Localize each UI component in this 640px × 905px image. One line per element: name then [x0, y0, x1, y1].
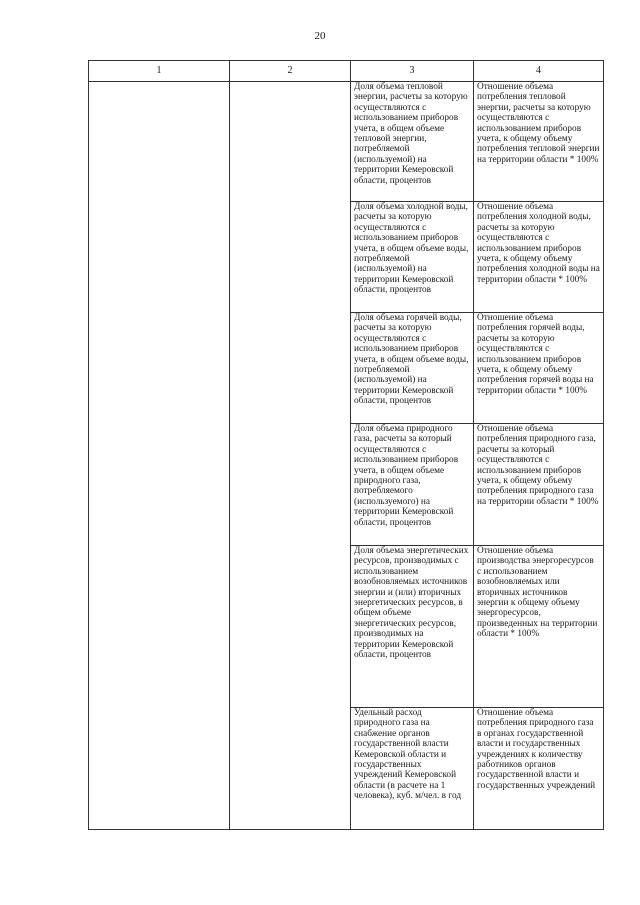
calculation-method-cell: Отношение объема потребления холодной воды, расчеты за которую осуществляются с использованием приборов учета, к общему объему потребления холодной воды на территории области * 100% [474, 202, 604, 313]
column-header-1: 1 [89, 61, 230, 82]
calculation-method-cell: Отношение объема потребления природного газа, расчеты за который осуществляются с использованием приборов учета, к общему объему потребления природного газа на территории области * 100% [474, 424, 604, 546]
calculation-method-cell: Отношение объема потребления горячей воды, расчеты за которую осуществляются с использованием приборов учета, к общему объему потребления горячей воды на территории области * 100% [474, 313, 604, 424]
table-row [89, 82, 604, 202]
table-header-row [89, 61, 604, 82]
indicator-cell: Доля объема природного газа, расчеты за который осуществляются с использованием приборов учета, в общем объеме природного газа, потребляемого (используемого) на территории Кемеровской области, процентов [351, 424, 474, 546]
column-header-2: 2 [230, 61, 351, 82]
column-2-cell [230, 82, 351, 830]
column-header-4: 4 [474, 61, 604, 82]
indicator-cell: Доля объема холодной воды, расчеты за которую осуществляются с использованием приборов учета, в общем объеме воды, потребляемой (используемой) на территории Кемеровской области, процентов [351, 202, 474, 313]
calculation-method-cell: Отношение объема потребления природного газа в органах государственной власти и государственных учреждениях к количеству работников органов государственной власти и государственных учреждений [474, 708, 604, 830]
document-table [88, 60, 604, 830]
indicator-cell: Доля объема энергетических ресурсов, производимых с использованием возобновляемых источников энергии и (или) вторичных энергетических ресурсов, в общем объеме энергетических ресурсов, производимых на территории Кемеровской области, процентов [351, 546, 474, 708]
calculation-method-cell: Отношение объема производства энергоресурсов с использованием возобновляемых или вторичных источников энергии к общему объему энергоресурсов, произведенных на территории области * 100% [474, 546, 604, 708]
page-number: 20 [314, 30, 326, 42]
calculation-method-cell: Отношение объема потребления тепловой энергии, расчеты за которую осуществляются с использованием приборов учета, к общему объему потребления тепловой энергии на территории области * 100% [474, 82, 604, 202]
indicator-cell: Удельный расход природного газа на снабжение органов государственной власти Кемеровской области и государственных учреждений Кемеровской области (в расчете на 1 человека), куб. м/чел. в год [351, 708, 474, 830]
column-1-cell [89, 82, 230, 830]
indicator-cell: Доля объема горячей воды, расчеты за которую осуществляются с использованием приборов учета, в общем объеме воды, потребляемой (используемой) на территории Кемеровской области, процентов [351, 313, 474, 424]
indicator-cell: Доля объема тепловой энергии, расчеты за которую осуществляются с использованием приборов учета, в общем объеме тепловой энергии, потребляемой (используемой) на территории Кемеровской области, процентов [351, 82, 474, 202]
column-header-3: 3 [351, 61, 474, 82]
